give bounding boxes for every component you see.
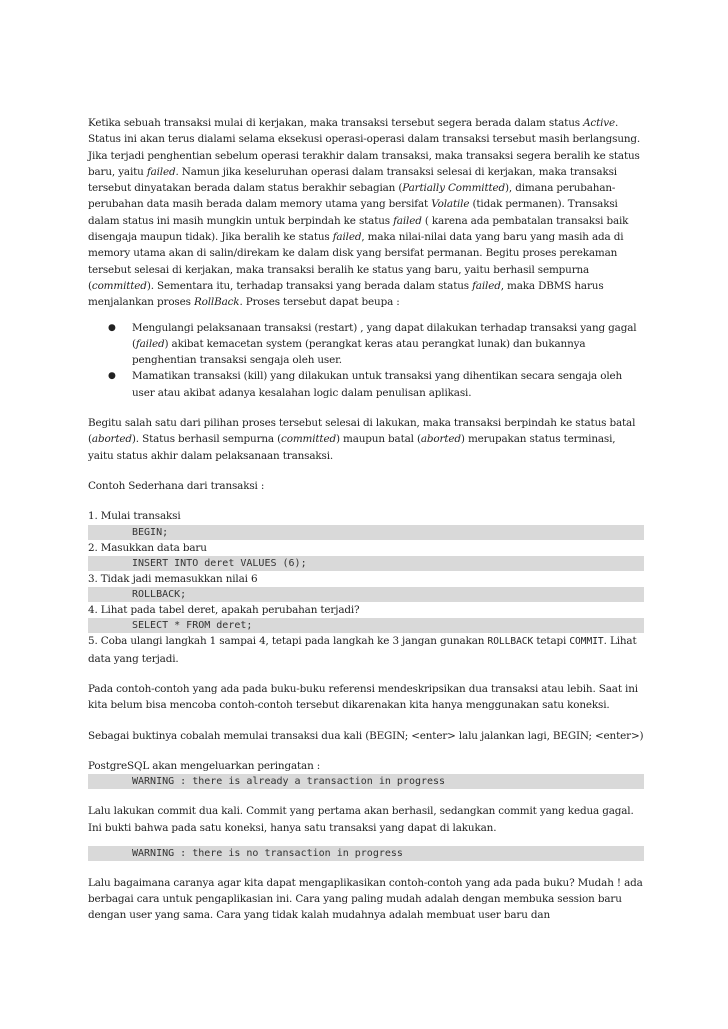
example-heading: Contoh Sederhana dari transaksi :	[88, 479, 265, 492]
paragraph-transaction-states: Ketika sebuah transaksi mulai di kerjakan, maka transaksi tersebut segera berada dalam status Active. Status ini akan terus dialami selama eksekusi operasi-operasi dalam transaksi tersebut masih berlangsung. Jika terjadi penghentian sebelum operasi terakhir dalam transaksi, maka transaksi segera beralih ke status baru, yaitu failed. Namun jika keseluruhan operasi dalam transaksi selesai di kerjakan, maka transaksi tersebut dinyatakan berada dalam status berakhir sebagian (Partially Committed), dimana perubahan-perubahan data masih berada dalam memory utama yang bersifat Volatile (tidak permanen). Transaksi dalam status ini masih mungkin untuk berpindah ke status failed ( karena ada pembatalan transaksi baik disengaja maupun tidak). Jika beralih ke status failed, maka nilai-nilai data yang baru yang masih ada di memory utama akan di salin/direkam ke dalam disk yang bersifat permanan. Begitu proses perekaman tersebut selesai di kerjakan, maka transaksi beralih ke status yang baru, yaitu berhasil sempurna (committed). Sementara itu, terhadap transaksi yang berada dalam status failed, maka DBMS harus menjalankan proses RollBack. Proses tersebut dapat beupa :	[88, 117, 641, 309]
code-block: INSERT INTO deret VALUES (6);	[88, 556, 644, 571]
rollback-options-list	[88, 320, 644, 401]
list-item: ● Mamatikan transaksi (kill) yang dilakukan untuk transaksi yang dihentikan secara sengaja oleh user atau akibat adanya kesalahan logic dalam penulisan aplikasi.	[108, 370, 623, 399]
code-block: BEGIN;	[88, 525, 644, 540]
document-body	[88, 115, 644, 924]
list-item: ● Mengulangi pelaksanaan transaksi (restart) , yang dapat dilakukan terhadap transaksi yang gagal (failed) akibat kemacetan system (perangkat keras atau perangkat lunak) dan bukannya penghentian transaksi sengaja oleh user.	[108, 321, 637, 367]
paragraph-aborted-status: Begitu salah satu dari pilihan proses tersebut selesai di lakukan, maka transaksi berpindah ke status batal (aborted). Status berhasil sempurna (committed) maupun batal (aborted) merupakan status terminasi, yaitu status akhir dalam pelaksanaan transaksi.	[88, 417, 636, 462]
bullet-icon: ●	[108, 322, 116, 333]
paragraph-references: Pada contoh-contoh yang ada pada buku-buku referensi mendeskripsikan dua transaksi atau lebih. Saat ini kita belum bisa mencoba contoh-contoh tersebut dikarenakan kita hanya menggunakan satu koneksi.	[88, 683, 638, 712]
code-block: WARNING : there is already a transaction in progress	[88, 774, 644, 789]
code-block: SELECT * FROM deret;	[88, 618, 644, 633]
warning-label: PostgreSQL akan mengeluarkan peringatan :	[88, 759, 321, 772]
paragraph-proof: Sebagai buktinya cobalah memulai transaksi dua kali (BEGIN; <enter> lalu jalankan lagi, BEGIN; <enter>)	[88, 729, 644, 742]
code-block: ROLLBACK;	[88, 587, 644, 602]
step-label: 3. Tidak jadi memasukkan nilai 6	[88, 572, 258, 585]
paragraph-how-to-apply: Lalu bagaimana caranya agar kita dapat mengaplikasikan contoh-contoh yang ada pada buku? Mudah ! ada berbagai cara untuk pengaplikasian ini. Cara yang paling mudah adalah dengan membuka session baru dengan user yang sama. Cara yang tidak kalah mudahnya adalah membuat user baru dan	[88, 876, 643, 922]
step-label: 5. Coba ulangi langkah 1 sampai 4, tetapi pada langkah ke 3 jangan gunakan ROLLBACK tetapi COMMIT. Lihat data yang terjadi.	[88, 635, 637, 665]
step-label: 1. Mulai transaksi	[88, 510, 181, 523]
code-block: WARNING : there is no transaction in progress	[88, 846, 644, 861]
bullet-icon: ●	[108, 371, 116, 382]
step-label: 4. Lihat pada tabel deret, apakah perubahan terjadi?	[88, 604, 360, 617]
step-label: 2. Masukkan data baru	[88, 541, 207, 554]
paragraph-commit-twice: Lalu lakukan commit dua kali. Commit yang pertama akan berhasil, sedangkan commit yang kedua gagal. Ini bukti bahwa pada satu koneksi, hanya satu transaksi yang dapat di lakukan.	[88, 805, 634, 834]
example-steps	[88, 508, 644, 667]
